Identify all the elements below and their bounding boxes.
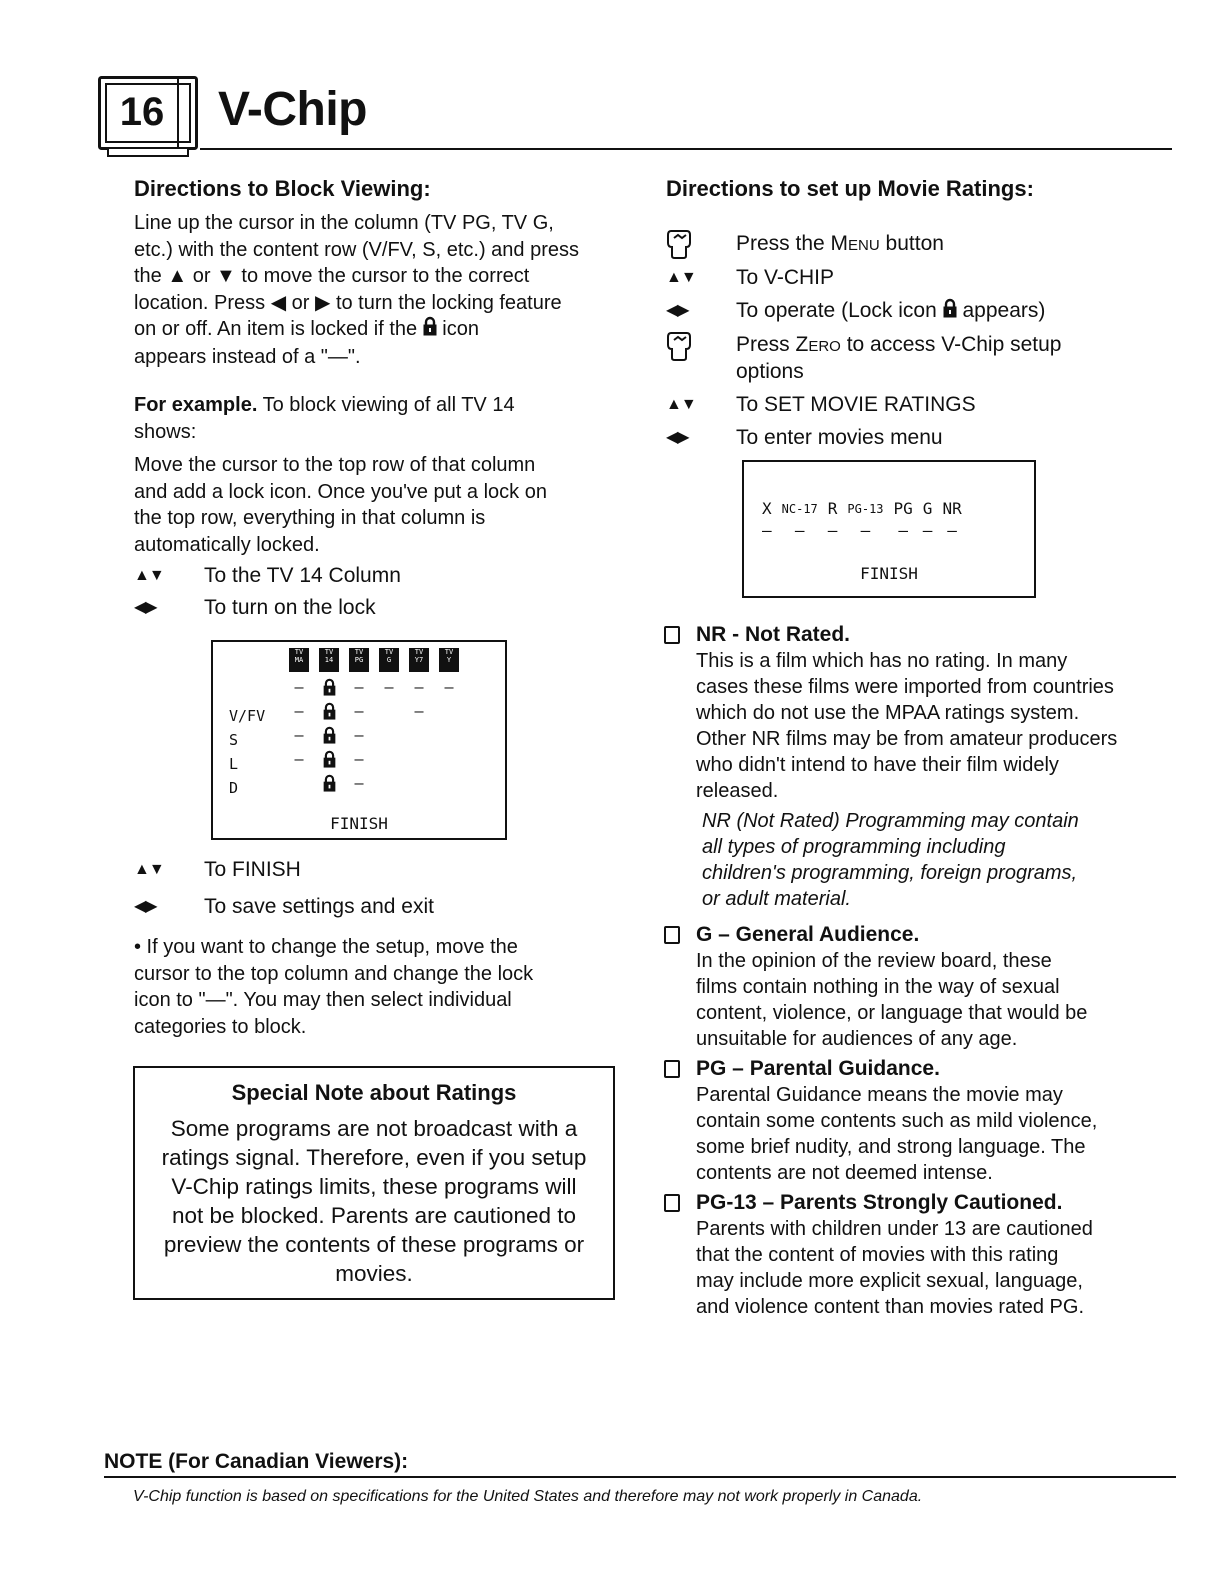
- rating-line: contain some contents such as mild violence,: [696, 1110, 1098, 1132]
- step-row: [134, 594, 604, 621]
- left-right-arrows-icon: ◀▶: [666, 428, 689, 446]
- italic-line: children's programming, foreign programs,: [702, 862, 1078, 884]
- rating-line: Parental Guidance means the movie may: [696, 1084, 1063, 1106]
- movie-rating-dash: —: [898, 521, 908, 540]
- step-row: [134, 562, 604, 589]
- rating-line: and violence content than movies rated PG.: [696, 1296, 1085, 1318]
- chip-bottom: PG: [354, 656, 364, 664]
- step-row: [134, 856, 604, 883]
- lock-icon: [319, 750, 339, 772]
- movie-rating-column: [828, 498, 838, 542]
- lock-icon: [943, 298, 957, 325]
- checkbox-icon: [664, 626, 680, 644]
- bullet-line: • If you want to change the setup, move the: [134, 936, 518, 958]
- step-text: To the TV 14 Column: [204, 564, 401, 587]
- intro-line: [134, 316, 614, 344]
- movie-ratings-menu: [742, 460, 1036, 598]
- chip-bottom: Y7: [414, 656, 424, 664]
- rating-title: G – General Audience.: [696, 923, 920, 946]
- rating-line: This is a film which has no rating. In many: [696, 650, 1068, 672]
- steps-finish: [134, 856, 604, 920]
- movie-rating-label: R: [827, 499, 838, 518]
- bullet-line: cursor to the top column and change the lock: [134, 962, 534, 985]
- up-down-arrows-icon: ▲▼: [134, 861, 164, 878]
- paragraph-line: automatically locked.: [134, 533, 320, 556]
- intro-line: etc.) with the content row (V/FV, S, etc.) and press: [134, 238, 580, 261]
- block-viewing-intro: [134, 210, 614, 370]
- page-number-badge: [98, 76, 198, 158]
- checkbox-icon: [664, 1060, 680, 1078]
- special-note-box: [133, 1066, 615, 1300]
- step-row: [666, 391, 1136, 418]
- movie-rating-dash: —: [762, 521, 772, 540]
- movie-rating-label: X: [762, 499, 772, 518]
- movie-rating-column: [762, 498, 772, 542]
- rating-line: content, violence, or language that would be: [696, 1002, 1088, 1024]
- row-label-d: D: [229, 779, 239, 797]
- note-line: V-Chip ratings limits, these programs will: [171, 1174, 577, 1199]
- step-text: Press: [736, 332, 796, 356]
- lock-icon: [319, 726, 339, 748]
- movie-rating-label: PG: [893, 499, 913, 518]
- note-line: not be blocked. Parents are cautioned to: [171, 1203, 577, 1228]
- rating-g: [696, 922, 1146, 1052]
- intro-line: location. Press ◀ or ▶ to turn the locking feature: [134, 291, 562, 314]
- rating-line: who didn't intend to have their film widely: [696, 754, 1059, 776]
- rating-pg13: [696, 1190, 1146, 1320]
- lock-icon: [319, 678, 339, 700]
- remote-icon: [666, 331, 736, 377]
- move-cursor-paragraph: [134, 452, 624, 558]
- note-line: preview the contents of these programs or: [163, 1232, 585, 1257]
- left-right-arrows-icon: ◀▶: [134, 898, 157, 915]
- movie-ratings-heading: Directions to set up Movie Ratings:: [666, 176, 1034, 201]
- bullet-line: icon to "—". You may then select individual: [134, 989, 512, 1011]
- up-down-arrows-icon: ▲▼: [666, 395, 696, 413]
- movie-rating-label: NC-17: [781, 502, 818, 516]
- nr-italic-note: [702, 808, 1146, 912]
- rating-line: contents are not deemed intense.: [696, 1162, 993, 1184]
- step-text: To turn on the lock: [204, 596, 376, 619]
- step-row: [666, 331, 1136, 385]
- intro-line: appears instead of a "—".: [134, 345, 361, 368]
- page-number: 16: [119, 90, 165, 134]
- grid-column-headers: [289, 648, 459, 672]
- paragraph-line: Move the cursor to the top row of that column: [134, 454, 536, 476]
- grid-dash: —: [294, 678, 304, 696]
- chip-bottom: Y: [446, 656, 452, 664]
- step-text: To V-CHIP: [736, 266, 835, 289]
- checkbox-icon: [664, 1194, 680, 1212]
- grid-dash: —: [354, 750, 364, 768]
- grid-dash: —: [414, 702, 424, 720]
- movie-rating-column: [782, 498, 818, 542]
- step-text: options: [736, 359, 804, 383]
- example-label: For example.: [134, 394, 258, 416]
- chip-top: TV: [294, 648, 304, 656]
- movie-rating-column: [923, 498, 933, 542]
- note-line: movies.: [335, 1261, 413, 1286]
- grid-dash: —: [354, 726, 364, 744]
- movie-rating-dash: —: [947, 521, 957, 540]
- step-row: [666, 297, 1136, 325]
- grid-finish: FINISH: [330, 814, 388, 833]
- paragraph-line: and add a lock icon. Once you've put a lock on: [134, 480, 547, 503]
- intro-line-text: on or off. An item is locked if the: [134, 318, 418, 341]
- block-viewing-heading: Directions to Block Viewing:: [134, 176, 431, 201]
- rating-title: PG-13 – Parents Strongly Cautioned.: [696, 1191, 1063, 1214]
- rating-line: cases these films were imported from countries: [696, 676, 1114, 698]
- note-line: ratings signal. Therefore, even if you setup: [161, 1145, 587, 1170]
- intro-line-text: icon: [442, 318, 479, 341]
- movie-rating-column: [847, 498, 883, 542]
- movie-rating-label: G: [922, 499, 933, 518]
- remote-icon: [666, 230, 736, 257]
- rating-line: unsuitable for audiences of any age.: [696, 1028, 1018, 1050]
- vchip-tv-ratings-grid: [211, 640, 507, 840]
- rating-line: In the opinion of the review board, these: [696, 950, 1052, 972]
- up-down-arrows-icon: ▲▼: [134, 567, 164, 584]
- grid-dash: —: [354, 774, 364, 792]
- chip-bottom: G: [386, 656, 392, 664]
- rating-chip-tv-14: [319, 648, 339, 672]
- step-text: Press the: [736, 232, 831, 255]
- up-down-arrows-icon: ▲▼: [666, 269, 696, 286]
- step-row: [666, 424, 1136, 451]
- rating-line: may include more explicit sexual, language,: [696, 1270, 1083, 1292]
- step-text: To operate (Lock icon: [736, 299, 937, 322]
- grid-dash: —: [354, 678, 364, 696]
- rating-title: NR - Not Rated.: [696, 623, 850, 646]
- canada-note-title: NOTE (For Canadian Viewers):: [104, 1450, 409, 1473]
- left-right-arrows-icon: ◀▶: [666, 302, 689, 319]
- bullet-line: categories to block.: [134, 1015, 307, 1038]
- movie-rating-column: [894, 498, 913, 542]
- example-paragraph: [134, 392, 614, 445]
- movie-rating-dash: —: [794, 521, 805, 540]
- example-text: To block viewing of all TV 14: [257, 394, 515, 416]
- step-row: [666, 264, 1136, 291]
- chip-bottom: MA: [294, 656, 304, 664]
- steps-turn-on-lock: [134, 562, 604, 621]
- movie-ratings-steps: [666, 230, 1136, 451]
- step-text: to access V-Chip setup: [840, 332, 1062, 356]
- chip-top: TV: [414, 648, 424, 656]
- example-text: shows:: [134, 420, 197, 443]
- rating-chip-tv-y: [439, 648, 459, 672]
- rating-pg: [696, 1056, 1146, 1186]
- rating-chip-tv-ma: [289, 648, 309, 672]
- canada-note-text: V-Chip function is based on specifications for the United States and therefore may not work properly in Canada.: [133, 1488, 923, 1505]
- page-title: V-Chip: [218, 83, 367, 136]
- rating-descriptions: [696, 622, 1146, 1320]
- step-text: appears): [956, 299, 1046, 322]
- chip-top: TV: [354, 648, 364, 656]
- chip-top: TV: [444, 648, 454, 656]
- rating-title: PG – Parental Guidance.: [696, 1057, 940, 1080]
- rating-line: some brief nudity, and strong language. The: [696, 1136, 1086, 1158]
- change-setup-bullet: [134, 934, 614, 1040]
- lock-icon: [423, 316, 437, 344]
- rating-line: Parents with children under 13 are cautioned: [696, 1218, 1093, 1240]
- checkbox-icon: [664, 926, 680, 944]
- intro-line: the ▲ or ▼ to move the cursor to the correct: [134, 265, 530, 287]
- grid-dash: —: [444, 678, 454, 696]
- italic-line: or adult material.: [702, 888, 851, 910]
- chip-bottom: 14: [324, 656, 334, 664]
- grid-dash: —: [294, 750, 304, 768]
- step-row: [134, 893, 604, 920]
- step-row: [666, 230, 1136, 257]
- italic-line: all types of programming including: [702, 836, 1006, 858]
- grid-dash: —: [294, 726, 304, 744]
- grid-dash: —: [414, 678, 424, 696]
- note-line: Some programs are not broadcast with a: [170, 1116, 578, 1141]
- chip-top: TV: [324, 648, 334, 656]
- grid-row-labels: [229, 704, 265, 800]
- step-text: To enter movies menu: [736, 425, 943, 449]
- grid-dash: —: [294, 702, 304, 720]
- row-label-l: L: [229, 755, 239, 773]
- menu-key-label: Menu: [830, 232, 880, 255]
- chip-top: TV: [384, 648, 394, 656]
- row-label-vfv: V/FV: [229, 707, 266, 725]
- step-text: button: [879, 232, 944, 255]
- rating-line: released.: [696, 780, 779, 802]
- movie-rating-dash: —: [860, 521, 871, 540]
- movie-rating-column: [942, 498, 961, 542]
- movie-rating-label: PG-13: [847, 502, 884, 516]
- rating-nr: [696, 622, 1146, 912]
- movie-rating-dash: —: [922, 521, 933, 540]
- rating-line: which do not use the MPAA ratings system.: [696, 702, 1080, 724]
- zero-key-label: Zero: [795, 332, 841, 356]
- grid-dash: —: [354, 702, 364, 720]
- rating-chip-tv-pg: [349, 648, 369, 672]
- step-text: To save settings and exit: [204, 895, 434, 918]
- footer-divider: [104, 1476, 1176, 1478]
- lock-icon: [319, 774, 339, 796]
- left-right-arrows-icon: ◀▶: [134, 599, 157, 616]
- movie-rating-label: NR: [942, 499, 962, 518]
- movie-rating-columns: [762, 498, 962, 542]
- intro-line: Line up the cursor in the column (TV PG, TV G,: [134, 212, 554, 234]
- grid-dash: —: [384, 678, 394, 696]
- rating-line: Other NR films may be from amateur producers: [696, 728, 1118, 750]
- paragraph-line: the top row, everything in that column is: [134, 507, 486, 529]
- header-divider: [200, 148, 1172, 150]
- rating-line: that the content of movies with this rating: [696, 1244, 1059, 1266]
- rating-line: films contain nothing in the way of sexual: [696, 976, 1060, 998]
- movie-menu-finish: FINISH: [860, 564, 918, 583]
- row-label-s: S: [229, 731, 239, 749]
- movie-rating-dash: —: [827, 521, 838, 540]
- lock-icon: [319, 702, 339, 724]
- step-text: To FINISH: [204, 858, 301, 881]
- rating-chip-tv-g: [379, 648, 399, 672]
- special-note-body: [135, 1114, 613, 1288]
- special-note-title: Special Note about Ratings: [231, 1080, 517, 1105]
- rating-chip-tv-y7: [409, 648, 429, 672]
- italic-line: NR (Not Rated) Programming may contain: [702, 810, 1079, 832]
- step-text: To SET MOVIE RATINGS: [736, 392, 976, 416]
